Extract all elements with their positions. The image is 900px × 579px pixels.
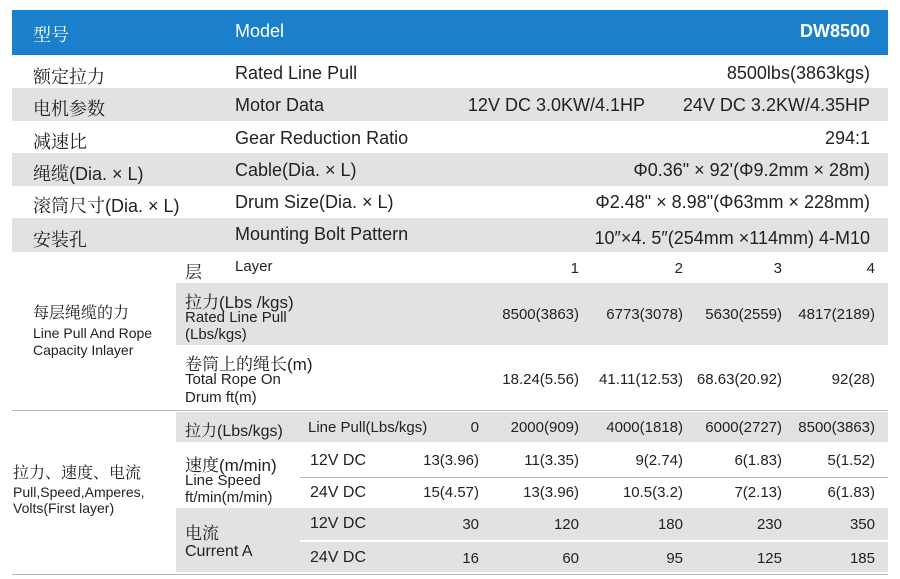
layer-section-title-en1: Line Pull And Rope xyxy=(33,325,153,341)
perf-section-title-en1: Pull,Speed,Amperes, xyxy=(13,484,145,500)
perf-current-12v-1: 120 xyxy=(553,516,579,533)
spec-motor-data-cn: 电机参数 xyxy=(33,99,105,119)
layer-pull-3: 5630(2559) xyxy=(705,306,782,323)
perf-speed-24v-1: 13(3.96) xyxy=(523,484,579,501)
layer-4: 4 xyxy=(866,260,875,277)
layer-pull-4: 4817(2189) xyxy=(798,306,875,323)
spec-cable-cn: 绳缆(Dia. × L) xyxy=(33,164,144,184)
perf-pull-2: 4000(1818) xyxy=(606,419,683,436)
spec-gear-ratio-value: 294:1 xyxy=(824,128,870,148)
spec-drum-size-cn: 滚筒尺寸(Dia. × L) xyxy=(33,196,180,216)
layer-rope-3: 68.63(20.92) xyxy=(696,371,782,388)
spec-cable-value: Φ0.36" × 92'(Φ9.2mm × 28m) xyxy=(633,160,870,180)
perf-speed-12v-0: 13(3.96) xyxy=(423,452,479,469)
perf-pull-1: 2000(909) xyxy=(510,419,579,436)
perf-speed-24v-2: 10.5(3.2) xyxy=(622,484,683,501)
layer-rope-en2: Drum ft(m) xyxy=(185,389,257,406)
perf-speed-24v-label: 24V DC xyxy=(310,484,367,501)
layer-rope-cn: 卷筒上的绳长(m) xyxy=(185,355,313,374)
layer-pull-2: 6773(3078) xyxy=(606,306,683,323)
perf-current-24v-2: 95 xyxy=(666,550,683,567)
perf-speed-en2: ft/min(m/min) xyxy=(185,489,273,506)
current-row-divider xyxy=(300,540,888,542)
header-model-en: Model xyxy=(235,21,285,41)
spec-motor-data-12v: 12V DC 3.0KW/4.1HP xyxy=(467,95,645,115)
header-band xyxy=(12,10,888,55)
spec-rated-line-pull-cn: 额定拉力 xyxy=(33,67,105,87)
perf-speed-12v-label: 12V DC xyxy=(310,452,367,469)
layer-section-title-en2: Capacity Inlayer xyxy=(33,342,134,358)
section-divider xyxy=(12,410,888,411)
perf-speed-12v-2: 9(2.74) xyxy=(635,452,683,469)
header-model-cn: 型号 xyxy=(33,25,69,45)
perf-current-12v-4: 350 xyxy=(849,516,875,533)
perf-pull-0: 0 xyxy=(470,419,479,436)
spec-rated-line-pull-en: Rated Line Pull xyxy=(235,63,358,83)
spec-gear-ratio-cn: 减速比 xyxy=(33,132,87,152)
perf-current-24v-4: 185 xyxy=(849,550,875,567)
perf-speed-24v-3: 7(2.13) xyxy=(734,484,782,501)
perf-current-en: Current A xyxy=(185,543,253,560)
perf-speed-en1: Line Speed xyxy=(185,472,261,489)
perf-current-24v-3: 125 xyxy=(756,550,782,567)
layer-pull-1: 8500(3863) xyxy=(502,306,579,323)
perf-current-12v-3: 230 xyxy=(756,516,782,533)
perf-speed-24v-0: 15(4.57) xyxy=(423,484,479,501)
layer-pull-cn: 拉力(Lbs /kgs) xyxy=(185,293,294,312)
perf-pull-sub: Line Pull(Lbs/kgs) xyxy=(308,419,428,436)
perf-speed-cn: 速度(m/min) xyxy=(185,456,277,475)
spec-drum-size-value: Φ2.48" × 8.98"(Φ63mm × 228mm) xyxy=(595,192,870,212)
perf-section-title-en2: Volts(First layer) xyxy=(13,500,115,516)
spec-mounting-cn: 安装孔 xyxy=(33,230,87,250)
layer-section-title-cn: 每层绳缆的力 xyxy=(33,305,130,322)
perf-pull-4: 8500(3863) xyxy=(798,419,875,436)
perf-speed-12v-3: 6(1.83) xyxy=(734,452,782,469)
perf-section-title-cn: 拉力、速度、电流 xyxy=(13,465,142,482)
perf-current-12v-label: 12V DC xyxy=(310,515,367,532)
speed-row-divider xyxy=(300,477,888,478)
layer-row-cn: 层 xyxy=(185,263,202,282)
spec-mounting-en: Mounting Bolt Pattern xyxy=(235,224,409,244)
perf-current-cn: 电流 xyxy=(185,524,219,543)
layer-rope-1: 18.24(5.56) xyxy=(502,371,579,388)
layer-rope-4: 92(28) xyxy=(831,371,875,388)
spec-motor-data-24v: 24V DC 3.2KW/4.35HP xyxy=(682,95,870,115)
perf-current-24v-0: 16 xyxy=(462,550,479,567)
bottom-divider xyxy=(12,574,888,575)
spec-drum-size-en: Drum Size(Dia. × L) xyxy=(235,192,394,212)
spec-gear-ratio-en: Gear Reduction Ratio xyxy=(235,128,409,148)
perf-pull-cn: 拉力(Lbs/kgs) xyxy=(185,423,283,440)
spec-mounting-value: 10″×4. 5″(254mm ×114mm) 4-M10 xyxy=(594,228,870,248)
perf-speed-24v-4: 6(1.83) xyxy=(827,484,875,501)
spec-cable-en: Cable(Dia. × L) xyxy=(235,160,357,180)
layer-rope-2: 41.11(12.53) xyxy=(599,371,683,388)
spec-rated-line-pull-value: 8500lbs(3863kgs) xyxy=(726,63,870,83)
layer-3: 3 xyxy=(773,260,782,277)
layer-pull-en2: (Lbs/kgs) xyxy=(185,326,247,343)
layer-row-en: Layer xyxy=(235,258,273,275)
perf-current-12v-0: 30 xyxy=(462,516,479,533)
perf-speed-12v-1: 11(3.35) xyxy=(524,452,579,469)
spec-motor-data-en: Motor Data xyxy=(235,95,325,115)
header-model-value: DW8500 xyxy=(799,21,870,41)
layer-1: 1 xyxy=(570,260,579,277)
layer-pull-en1: Rated Line Pull xyxy=(185,309,287,326)
perf-speed-12v-4: 5(1.52) xyxy=(827,452,875,469)
perf-current-12v-2: 180 xyxy=(657,516,683,533)
layer-rope-en1: Total Rope On xyxy=(185,371,281,388)
perf-pull-3: 6000(2727) xyxy=(705,419,782,436)
perf-current-24v-label: 24V DC xyxy=(310,549,367,566)
layer-2: 2 xyxy=(674,260,683,277)
perf-current-24v-1: 60 xyxy=(562,550,579,567)
